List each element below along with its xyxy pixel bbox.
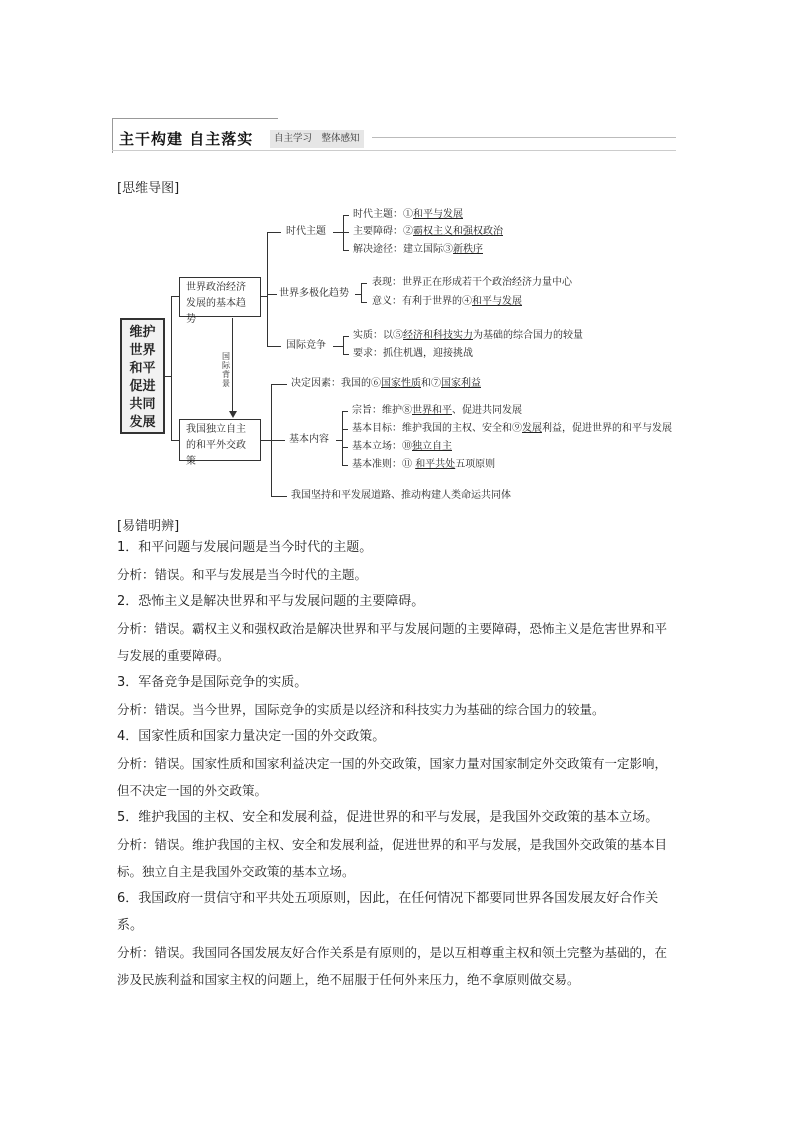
connector	[343, 336, 349, 337]
connector	[333, 346, 343, 347]
connector	[271, 496, 287, 497]
leaf: 基本目标：维护我国的主权、安全和⑨发展利益，促进世界的和平与发展	[352, 423, 672, 434]
leaf: 基本立场：⑩独立自主	[352, 441, 452, 452]
analysis: 分析：错误。和平与发展是当今时代的主题。	[117, 567, 368, 582]
leaf: 主要障碍：②霸权主义和强权政治	[353, 226, 503, 237]
node-determinants: 决定因素：我国的⑥国家性质和⑦国家利益	[291, 378, 481, 389]
analysis: 分析：错误。当今世界，国际竞争的实质是以经济和科技实力为基础的综合国力的较量。	[117, 702, 605, 717]
errors-heading: [易错明辨]	[117, 519, 180, 534]
root-line: 世界	[129, 343, 156, 358]
analysis: 分析：错误。国家性质和国家利益决定一国的外交政策，国家力量对国家制定外交政策有一定影响，但不决定一国的外交政策。	[117, 756, 668, 798]
root-line: 维护	[129, 325, 156, 340]
connector	[342, 447, 348, 448]
connector	[171, 296, 179, 297]
connector	[267, 294, 277, 295]
connector	[271, 384, 287, 385]
arrow-line	[232, 318, 233, 414]
leaf: 意义：有利于世界的④和平与发展	[372, 296, 522, 307]
question: 5．维护我国的主权、安全和发展利益，促进世界的和平与发展，是我国外交政策的基本立场。	[117, 810, 659, 825]
mindmap-heading: [思维导图]	[117, 181, 180, 196]
connector	[342, 429, 348, 430]
node-last: 我国坚持和平发展道路、推动构建人类命运共同体	[291, 490, 511, 501]
node-competition: 国际竞争	[286, 340, 326, 351]
connector	[342, 465, 348, 466]
leaf: 时代主题：①和平与发展	[353, 209, 463, 220]
root-line: 共同	[129, 397, 156, 412]
mind-map	[0, 0, 794, 520]
branch-world-trend: 世界政治经济发展的基本趋势	[179, 277, 261, 317]
section-subtitle-badge: 自主学习 整体感知	[270, 130, 364, 148]
root-line: 和平	[129, 361, 156, 376]
connector	[271, 440, 285, 441]
connector	[261, 440, 271, 441]
leaf: 表现：世界正在形成若干个政治经济力量中心	[372, 277, 572, 288]
analysis: 分析：错误。我国同各国发展友好合作关系是有原则的，是以互相尊重主权和领土完整为基础的，在涉及民族利益和国家主权的问题上，绝不屈服于任何外来压力，绝不拿原则做交易。	[117, 945, 668, 987]
connector	[343, 354, 349, 355]
branch-foreign-policy: 我国独立自主的和平外交政策	[179, 419, 261, 461]
section-title: 主干构建 自主落实	[119, 130, 254, 148]
leaf: 宗旨：维护⑧世界和平、促进共同发展	[352, 405, 522, 416]
node-era-theme: 时代主题	[286, 226, 326, 237]
connector	[171, 296, 172, 440]
connector	[267, 346, 281, 347]
arrow-down-icon	[229, 411, 237, 418]
connector	[361, 283, 362, 302]
question: 1．和平问题与发展问题是当今时代的主题。	[117, 540, 373, 555]
root-line: 发展	[129, 415, 156, 430]
connector	[361, 283, 367, 284]
connector	[343, 250, 349, 251]
connector	[171, 440, 179, 441]
root-line: 促进	[129, 379, 156, 394]
connector	[333, 232, 343, 233]
connector	[343, 336, 344, 354]
question: 6．我国政府一贯信守和平共处五项原则，因此，在任何情况下都要同世界各国发展友好合作关系。	[117, 891, 659, 933]
connector-label: 国 际 背 景	[222, 352, 230, 388]
node-basic-content: 基本内容	[289, 434, 329, 445]
connector	[342, 411, 348, 412]
mindmap-root	[120, 318, 165, 434]
question: 4．国家性质和国家力量决定一国的外交政策。	[117, 729, 386, 744]
analysis: 分析：错误。维护我国的主权、安全和发展利益，促进世界的和平与发展，是我国外交政策的基本目标。独立自主是我国外交政策的基本立场。	[117, 837, 668, 879]
connector	[343, 232, 349, 233]
leaf: 基本准则：⑪ 和平共处五项原则	[352, 459, 496, 470]
leaf: 解决途径：建立国际③新秩序	[353, 244, 483, 255]
connector	[267, 232, 268, 346]
node-multipolar: 世界多极化趋势	[279, 288, 349, 299]
question: 3．军备竞争是国际竞争的实质。	[117, 675, 308, 690]
connector	[342, 411, 343, 465]
connector	[361, 302, 367, 303]
question: 2．恐怖主义是解决世界和平与发展问题的主要障碍。	[117, 594, 425, 609]
connector	[343, 215, 349, 216]
leaf: 实质：以⑤经济和科技实力为基础的综合国力的较量	[353, 330, 583, 341]
connector	[267, 232, 281, 233]
analysis: 分析：错误。霸权主义和强权政治是解决世界和平与发展问题的主要障碍，恐怖主义是危害世界和平与发展的重要障碍。	[117, 621, 668, 663]
qa-list	[117, 534, 679, 993]
leaf: 要求：抓住机遇，迎接挑战	[353, 348, 473, 359]
